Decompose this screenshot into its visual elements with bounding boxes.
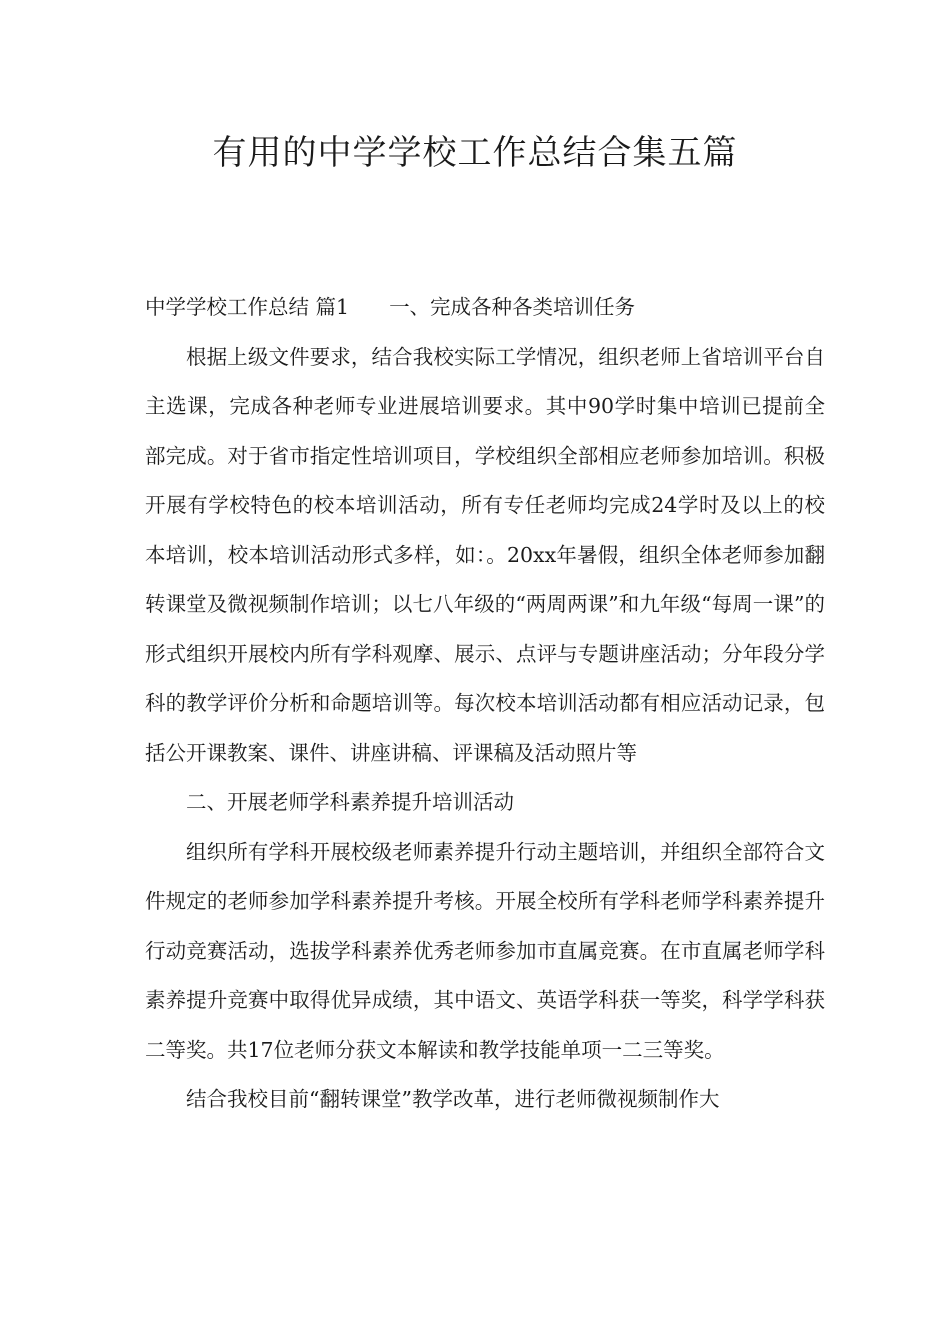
paragraph: 结合我校目前“翻转课堂”教学改革，进行老师微视频制作大: [186, 1087, 720, 1111]
paragraph: 根据上级文件要求，结合我校实际工学情况，组织老师上省培训平台自主选课，完成各种老师专业进展培训要求。其中90学时集中培训已提前全部完成。对于省市指定性培训项目，学校组织全部相应老师参加培训。积极开展有学校特色的校本培训活动，所有专任老师均完成24学时及以上的校本培训，校本培训活动形式多样，如：。20xx年暑假，组织全体老师参加翻转课堂及微视频制作培训；以七八年级的“两周两课”和九年级“每周一课”的形式组织开展校内所有学科观摩、展示、点评与专题讲座活动；分年段分学科的教学评价分析和命题培训等。每次校本培训活动都有相应活动记录，包括公开课教案、课件、讲座讲稿、评课稿及活动照片等: [145, 344, 825, 765]
paragraph: 组织所有学科开展校级老师素养提升行动主题培训，并组织全部符合文件规定的老师参加学科素养提升考核。开展全校所有学科老师学科素养提升行动竞赛活动，选拔学科素养优秀老师参加市直属竞赛。在市直属老师学科素养提升竞赛中取得优异成绩，其中语文、英语学科获一等奖，科学学科获二等奖。共17位老师分获文本解读和教学技能单项一二三等奖。: [145, 839, 825, 1062]
section-heading-2: 二、开展老师学科素养提升培训活动: [186, 790, 514, 814]
document-title: 有用的中学学校工作总结合集五篇: [212, 133, 738, 173]
document-body: [145, 283, 825, 1125]
section-heading-1: 一、完成各种各类培训任务: [389, 295, 636, 319]
first-line: [145, 283, 825, 333]
article-heading: 中学学校工作总结 篇1: [145, 295, 350, 319]
